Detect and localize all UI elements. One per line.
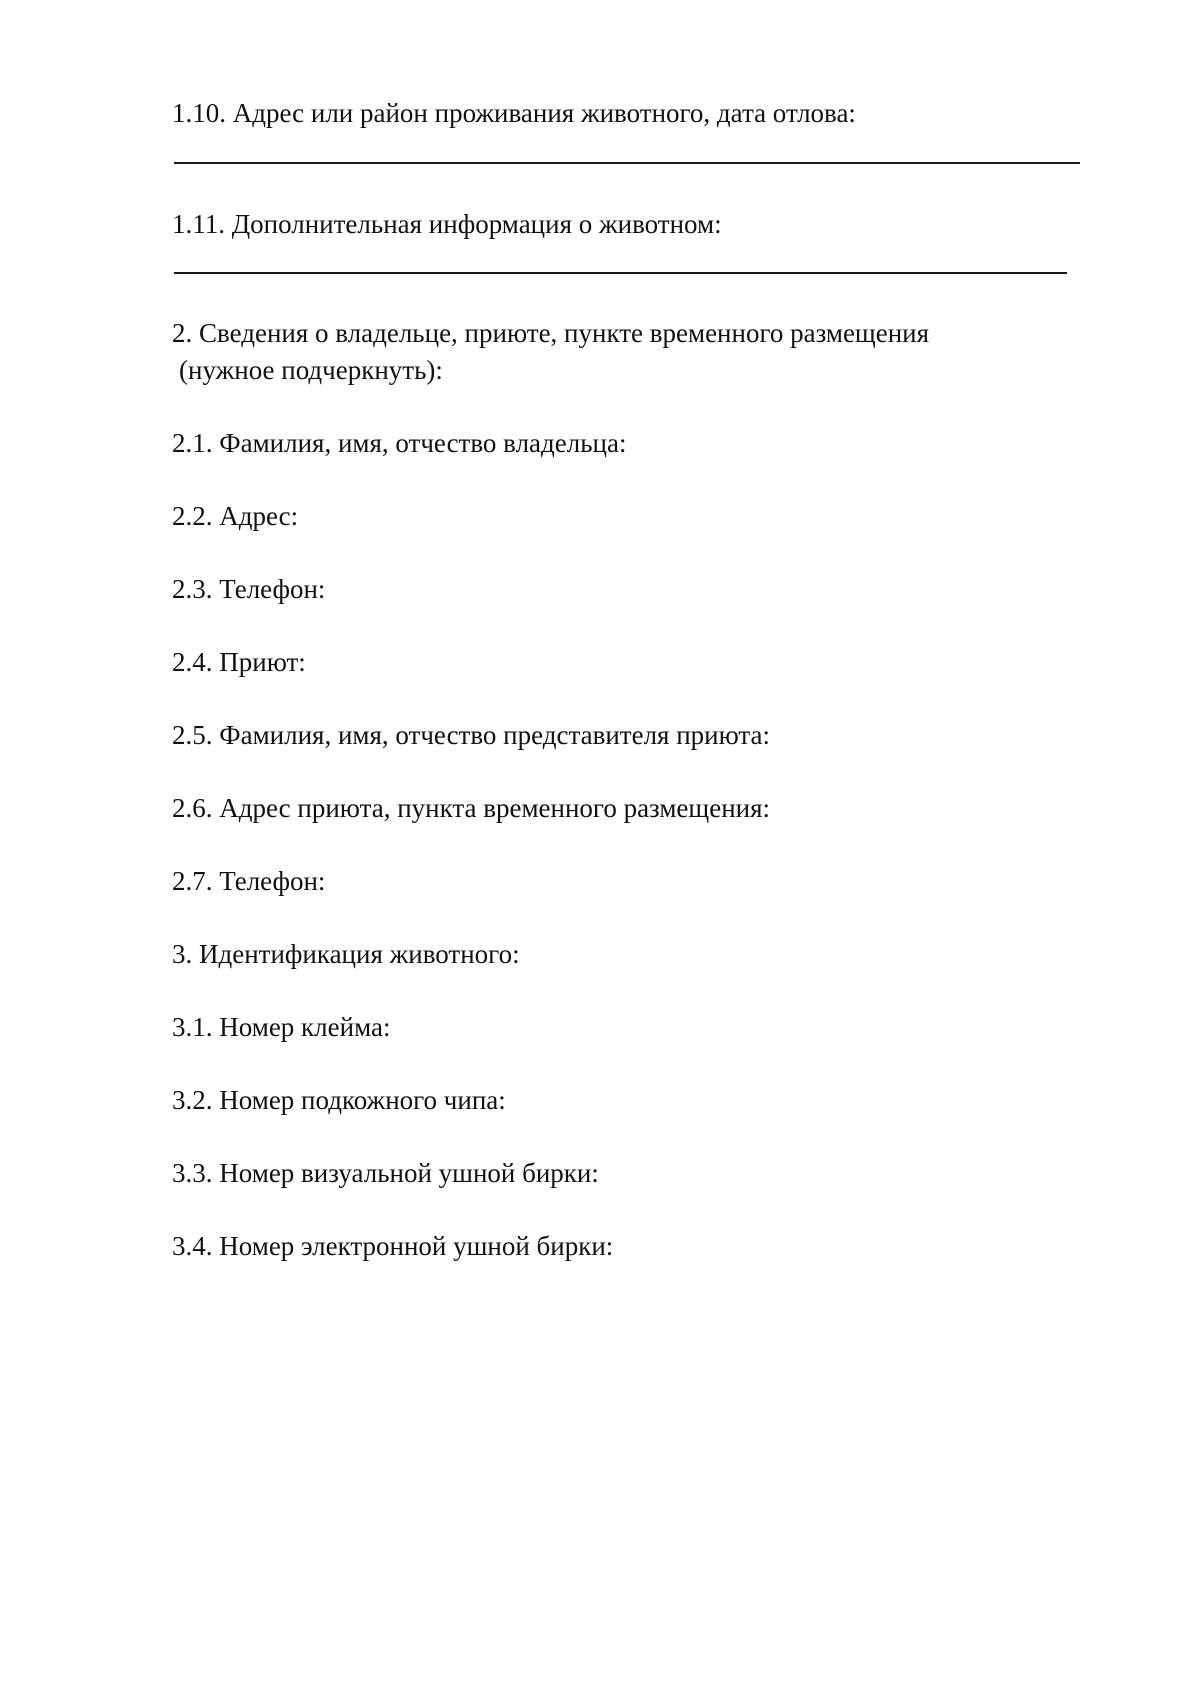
section-2-heading: 2. Сведения о владельце, приюте, пункте временного размещения [172, 318, 930, 348]
section-3-heading: 3. Идентификация животного: [172, 939, 520, 969]
field-1-11-underline [174, 272, 1067, 274]
field-2-4-label: 2.4. Приют: [172, 647, 306, 677]
field-2-7-label: 2.7. Телефон: [172, 866, 326, 896]
field-2-1-label: 2.1. Фамилия, имя, отчество владельца: [172, 428, 627, 458]
field-2-6-label: 2.6. Адрес приюта, пункта временного размещения: [172, 793, 771, 823]
field-1-10-label: 1.10. Адрес или район проживания животного, дата отлова: [172, 98, 856, 128]
field-3-2-label: 3.2. Номер подкожного чипа: [172, 1085, 506, 1115]
field-1-10-underline [174, 162, 1080, 164]
field-3-3-label: 3.3. Номер визуальной ушной бирки: [172, 1158, 599, 1188]
field-1-11-label: 1.11. Дополнительная информация о животном: [172, 209, 722, 239]
field-2-3-label: 2.3. Телефон: [172, 574, 326, 604]
field-3-1-label: 3.1. Номер клейма: [172, 1012, 391, 1042]
field-3-4-label: 3.4. Номер электронной ушной бирки: [172, 1231, 614, 1261]
section-2-note: (нужное подчеркнуть): [179, 355, 443, 385]
field-2-2-label: 2.2. Адрес: [172, 501, 299, 531]
field-2-5-label: 2.5. Фамилия, имя, отчество представителя приюта: [172, 720, 771, 750]
